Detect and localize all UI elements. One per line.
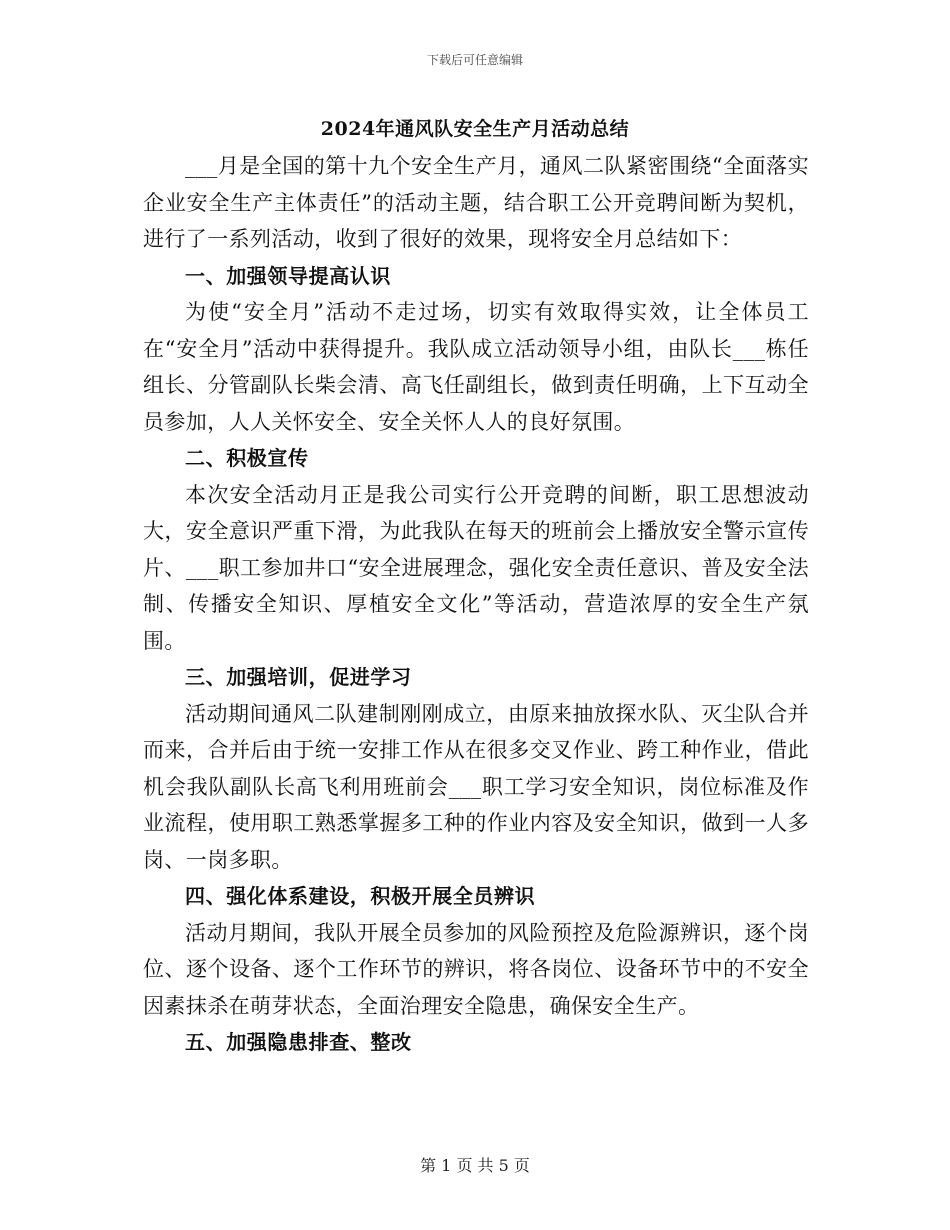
section-heading-4: 四、强化体系建设，积极开展全员辨识 [185, 884, 536, 908]
section-heading-2: 二、积极宣传 [185, 446, 309, 470]
section-heading-3: 三、加强培训，促进学习 [185, 665, 412, 689]
document-title: 2024年通风队安全生产月活动总结 [320, 118, 630, 140]
page-number: 第 1 页 共 5 页 [420, 1156, 530, 1175]
section-heading-5: 五、加强隐患排查、整改 [185, 1030, 412, 1054]
section-heading-1: 一、加强领导提高认识 [185, 263, 391, 288]
document-body [143, 148, 809, 1061]
intro-paragraph: ___月是全国的第十九个安全生产月，通风二队紧密围绕“全面落实企业安全生产主体责任”的活动主题，结合职工公开竞聘间断为契机，进行了一系列活动，收到了很好的效果，现将安全月总结如下： [143, 154, 809, 251]
section-body-1: 为使“安全月”活动不走过场，切实有效取得实效，让全体员工在“安全月”活动中获得提升。我队成立活动领导小组，由队长___栋任组长、分管副队长柴会清、高飞任副组长，做到责任明确，上下互动全员参加，人人关怀安全、安全关怀人人的良好氛围。 [143, 300, 809, 434]
section-body-4: 活动月期间，我队开展全员参加的风险预控及危险源辨识，逐个岗位、逐个设备、逐个工作环节的辨识，将各岗位、设备环节中的不安全因素抹杀在萌芽状态，全面治理安全隐患，确保安全生产。 [143, 920, 809, 1018]
section-body-3: 活动期间通风二队建制刚刚成立，由原来抽放探水队、灭尘队合并而来，合并后由于统一安排工作从在很多交叉作业、跨工种作业，借此机会我队副队长高飞利用班前会___职工学习安全知识，岗位标准及作业流程，使用职工熟悉掌握多工种的作业内容及安全知识，做到一人多岗、一岗多职。 [143, 701, 809, 872]
section-body-2: 本次安全活动月正是我公司实行公开竞聘的间断，职工思想波动大，安全意识严重下滑，为此我队在每天的班前会上播放安全警示宣传片、___职工参加井口“安全进展理念，强化安全责任意识、普及安全法制、传播安全知识、厚植安全文化”等活动，营造浓厚的安全生产氛围。 [143, 482, 809, 653]
page-header-note: 下载后可任意编辑 [426, 53, 523, 67]
